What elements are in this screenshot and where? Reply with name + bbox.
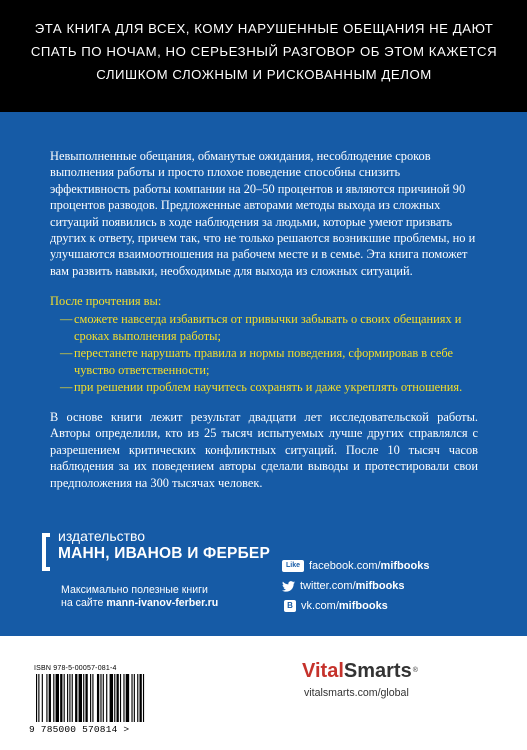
dash-bullet: — xyxy=(60,380,73,395)
barcode-bar xyxy=(36,674,37,722)
vitalsmarts-smarts: Smarts xyxy=(343,660,412,682)
barcode-bar xyxy=(100,674,101,722)
barcode-bar xyxy=(64,674,65,722)
barcode-bar xyxy=(85,674,87,722)
vk-link[interactable] xyxy=(282,599,388,615)
vitalsmarts-vital: Vital xyxy=(302,660,344,682)
top-banner xyxy=(0,0,527,112)
after-reading-title: После прочтения вы: xyxy=(50,294,162,308)
barcode-bar xyxy=(42,674,43,722)
publisher-site-prefix: на сайте xyxy=(61,597,107,609)
facebook-link[interactable] xyxy=(282,559,429,575)
after-reading-list xyxy=(50,311,478,395)
facebook-like-icon: Like xyxy=(282,560,304,572)
barcode-bar xyxy=(137,674,138,722)
barcode-bar xyxy=(53,674,54,722)
bracket-logo-icon xyxy=(42,533,50,571)
barcode-digits: 9 785000 570814 > xyxy=(29,724,130,735)
barcode-bar xyxy=(143,674,144,722)
list-item-text: перестанете нарушать правила и нормы поведения, сформировав в себе чувство ответственности; xyxy=(74,346,454,377)
barcode-bar xyxy=(56,674,59,722)
publisher-site-line xyxy=(61,597,218,610)
isbn-text: ISBN 978-5-00057-081-4 xyxy=(34,665,117,672)
barcode-bar xyxy=(49,674,51,722)
twitter-prefix: twitter.com/ xyxy=(300,580,356,592)
list-item-text: при решении проблем научитесь сохранять и даже укреплять отношения. xyxy=(74,380,463,395)
publisher-label: издательство xyxy=(58,528,146,544)
facebook-handle: mifbooks xyxy=(380,560,430,572)
barcode-bar xyxy=(69,674,70,722)
vk-icon: B xyxy=(284,600,296,612)
barcode-bar xyxy=(106,674,107,722)
barcode-bar xyxy=(117,674,119,722)
barcode-bar xyxy=(126,674,129,722)
list-item xyxy=(50,345,478,378)
facebook-prefix: facebook.com/ xyxy=(309,560,381,572)
barcode-bar xyxy=(140,674,142,722)
dash-bullet: — xyxy=(60,346,73,361)
barcode-bar xyxy=(92,674,93,722)
twitter-link[interactable] xyxy=(282,579,405,595)
dash-bullet: — xyxy=(60,312,73,327)
barcode-bar xyxy=(134,674,135,722)
barcode-bar xyxy=(83,674,84,722)
barcode-bar xyxy=(97,674,99,722)
intro-paragraph: Невыполненные обещания, обманутые ожидания, несоблюдение сроков выполнения работы и просто плохое поведение способны снизить эффективность работы компании на 20–50 процентов и являются причиной 90 процентов разводов. Предложенные авторами методы выхода из сложных ситуаций появились в ходе наблюдения за людьми, которые умеют призвать других к ответу, причем так, что не только решаются возникшие проблемы, но и улучшаются взаимоотношения на рабочем месте и в семье. Эта книга поможет вам развить навыки, необходимые для выхода из сложных ситуаций. xyxy=(50,149,476,278)
vitalsmarts-url[interactable]: vitalsmarts.com/global xyxy=(304,687,409,699)
barcode-bar xyxy=(72,674,73,722)
barcode-bar xyxy=(114,674,115,722)
barcode-bar xyxy=(123,674,124,722)
list-item xyxy=(50,311,478,344)
barcode-bar xyxy=(131,674,132,722)
registered-mark: ® xyxy=(412,667,418,674)
barcode-bar xyxy=(67,674,68,722)
barcode-bar xyxy=(120,674,121,722)
barcode-bar xyxy=(103,674,104,722)
vk-handle: mifbooks xyxy=(338,600,388,612)
research-paragraph: В основе книги лежит результат двадцати лет исследовательской работы. Авторы определили, кто из 25 тысяч испытуемых лучше других справлялся с разрешением критических конфликтных ситуаций. После 10 тысяч часов наблюдения за их поведением авторы сделали выводы и протестировали свои предположения на 300 тысячах человек. xyxy=(50,410,478,490)
barcode-bar xyxy=(46,674,47,722)
banner-headline: ЭТА КНИГА ДЛЯ ВСЕХ, КОМУ НАРУШЕННЫЕ ОБЕЩАНИЯ НЕ ДАЮТ СПАТЬ ПО НОЧАМ, НО СЕРЬЕЗНЫЙ РАЗГОВОР ОБ ЭТОМ КАЖЕТСЯ СЛИШКОМ СЛОЖНЫМ И РИСКОВАННЫМ ДЕЛОМ xyxy=(30,21,498,82)
barcode-bar xyxy=(90,674,91,722)
barcode-bar xyxy=(79,674,82,722)
twitter-bird-icon xyxy=(282,581,295,592)
barcode-bar xyxy=(75,674,77,722)
list-item xyxy=(50,379,478,395)
barcode-icon xyxy=(30,674,210,724)
publisher-tagline: Максимально полезные книги xyxy=(61,584,208,596)
twitter-handle: mifbooks xyxy=(355,580,405,592)
vitalsmarts-logo xyxy=(302,660,418,682)
after-reading-block xyxy=(50,293,478,396)
publisher-name: МАНН, ИВАНОВ И ФЕРБЕР xyxy=(58,545,270,562)
publisher-block xyxy=(42,528,282,648)
vk-prefix: vk.com/ xyxy=(301,600,339,612)
list-item-text: сможете навсегда избавиться от привычки забывать о своих обещаниях и сроках выполнения работы; xyxy=(74,312,462,343)
publisher-site-link[interactable]: mann-ivanov-ferber.ru xyxy=(106,597,219,609)
barcode-bar xyxy=(110,674,113,722)
barcode-bar xyxy=(38,674,39,722)
barcode-bar xyxy=(60,674,62,722)
